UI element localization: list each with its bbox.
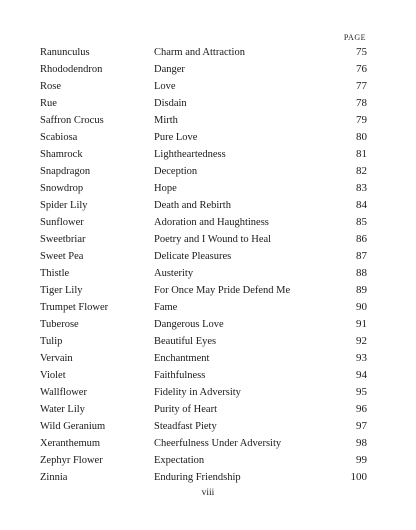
page-number: 86 <box>356 233 367 245</box>
flower-meaning: Poetry and I Wound to Heal <box>154 234 272 245</box>
page-number: 82 <box>356 165 367 177</box>
page-footer-number: viii <box>201 488 215 498</box>
flower-meaning: Cheerfulness Under Adversity <box>154 438 282 449</box>
page-number: 84 <box>356 199 367 211</box>
flower-meaning: Steadfast Piety <box>154 421 217 432</box>
toc-row <box>40 163 367 180</box>
flower-name: Sweet Pea <box>40 251 84 262</box>
toc-row <box>40 95 367 112</box>
page-number: 93 <box>356 352 367 364</box>
flower-name: Scabiosa <box>40 132 78 143</box>
toc-row <box>40 112 367 129</box>
flower-meaning: Enduring Friendship <box>154 472 241 483</box>
flower-name: Wallflower <box>40 387 87 398</box>
page-number: 78 <box>356 97 367 109</box>
page-number: 76 <box>356 63 367 75</box>
page-number: 96 <box>356 403 367 415</box>
toc-row <box>40 146 367 163</box>
page-number: 88 <box>356 267 367 279</box>
page-number: 97 <box>356 420 367 432</box>
toc-row <box>40 129 367 146</box>
toc-row <box>40 265 367 282</box>
toc-row <box>40 452 367 469</box>
flower-name: Zephyr Flower <box>40 455 103 466</box>
flower-meaning: Pure Love <box>154 132 198 143</box>
toc-row <box>40 401 367 418</box>
toc-row <box>40 469 367 486</box>
page-number: 98 <box>356 437 367 449</box>
table-of-contents <box>40 44 367 486</box>
flower-name: Ranunculus <box>40 47 90 58</box>
page-column-header: PAGE <box>343 33 366 42</box>
flower-name: Tiger Lily <box>40 285 83 296</box>
flower-meaning: Fame <box>154 302 178 313</box>
flower-meaning: Expectation <box>154 455 205 466</box>
flower-name: Wild Geranium <box>40 421 106 432</box>
toc-row <box>40 197 367 214</box>
flower-meaning: Delicate Pleasures <box>154 251 232 262</box>
toc-row <box>40 350 367 367</box>
toc-row <box>40 316 367 333</box>
flower-name: Rose <box>40 81 61 92</box>
flower-name: Violet <box>40 370 66 381</box>
flower-meaning: Faithfulness <box>154 370 206 381</box>
flower-meaning: Enchantment <box>154 353 210 364</box>
page-number: 87 <box>356 250 367 262</box>
flower-meaning: Deception <box>154 166 198 177</box>
flower-name: Spider Lily <box>40 200 88 211</box>
flower-name: Trumpet Flower <box>40 302 109 313</box>
toc-row <box>40 78 367 95</box>
flower-meaning: Lightheartedness <box>154 149 226 160</box>
toc-row <box>40 299 367 316</box>
flower-name: Xeranthemum <box>40 438 101 449</box>
toc-row <box>40 248 367 265</box>
page-number: 81 <box>356 148 367 160</box>
flower-meaning: Love <box>154 81 176 92</box>
page-number: 95 <box>356 386 367 398</box>
toc-row <box>40 231 367 248</box>
page-number: 92 <box>356 335 367 347</box>
flower-name: Snapdragon <box>40 166 91 177</box>
flower-meaning: Fidelity in Adversity <box>154 387 241 398</box>
flower-name: Thistle <box>40 268 70 279</box>
toc-row <box>40 44 367 61</box>
flower-meaning: Hope <box>154 183 177 194</box>
toc-row <box>40 214 367 231</box>
page-number: 94 <box>356 369 367 381</box>
flower-name: Tulip <box>40 336 63 347</box>
page-number: 89 <box>356 284 367 296</box>
flower-name: Snowdrop <box>40 183 84 194</box>
flower-name: Rhododendron <box>40 64 103 75</box>
flower-name: Zinnia <box>40 472 68 483</box>
toc-row <box>40 333 367 350</box>
page-number: 79 <box>356 114 367 126</box>
page-number: 77 <box>356 80 367 92</box>
toc-row <box>40 384 367 401</box>
page-number: 91 <box>356 318 367 330</box>
flower-name: Vervain <box>40 353 73 364</box>
flower-meaning: Mirth <box>154 115 178 126</box>
page-number: 100 <box>350 471 367 483</box>
flower-meaning: Purity of Heart <box>154 404 217 415</box>
flower-name: Sweetbriar <box>40 234 86 245</box>
page-number: 83 <box>356 182 367 194</box>
page-number: 99 <box>356 454 367 466</box>
flower-meaning: Disdain <box>154 98 187 109</box>
toc-row <box>40 61 367 78</box>
flower-name: Water Lily <box>40 404 85 415</box>
toc-row <box>40 418 367 435</box>
flower-name: Rue <box>40 98 57 109</box>
flower-meaning: Beautiful Eyes <box>154 336 217 347</box>
flower-meaning: For Once May Pride Defend Me <box>154 285 291 296</box>
flower-meaning: Austerity <box>154 268 194 279</box>
toc-row <box>40 282 367 299</box>
page-number: 80 <box>356 131 367 143</box>
page-number: 90 <box>356 301 367 313</box>
flower-meaning: Danger <box>154 64 185 75</box>
toc-row <box>40 180 367 197</box>
flower-meaning: Death and Rebirth <box>154 200 231 211</box>
flower-meaning: Charm and Attraction <box>154 47 245 58</box>
toc-row <box>40 435 367 452</box>
toc-row <box>40 367 367 384</box>
flower-meaning: Dangerous Love <box>154 319 224 330</box>
flower-name: Saffron Crocus <box>40 115 104 126</box>
page-number: 85 <box>356 216 367 228</box>
flower-name: Sunflower <box>40 217 84 228</box>
flower-name: Tuberose <box>40 319 79 330</box>
page-number: 75 <box>356 46 367 58</box>
flower-meaning: Adoration and Haughtiness <box>154 217 269 228</box>
flower-name: Shamrock <box>40 149 83 160</box>
